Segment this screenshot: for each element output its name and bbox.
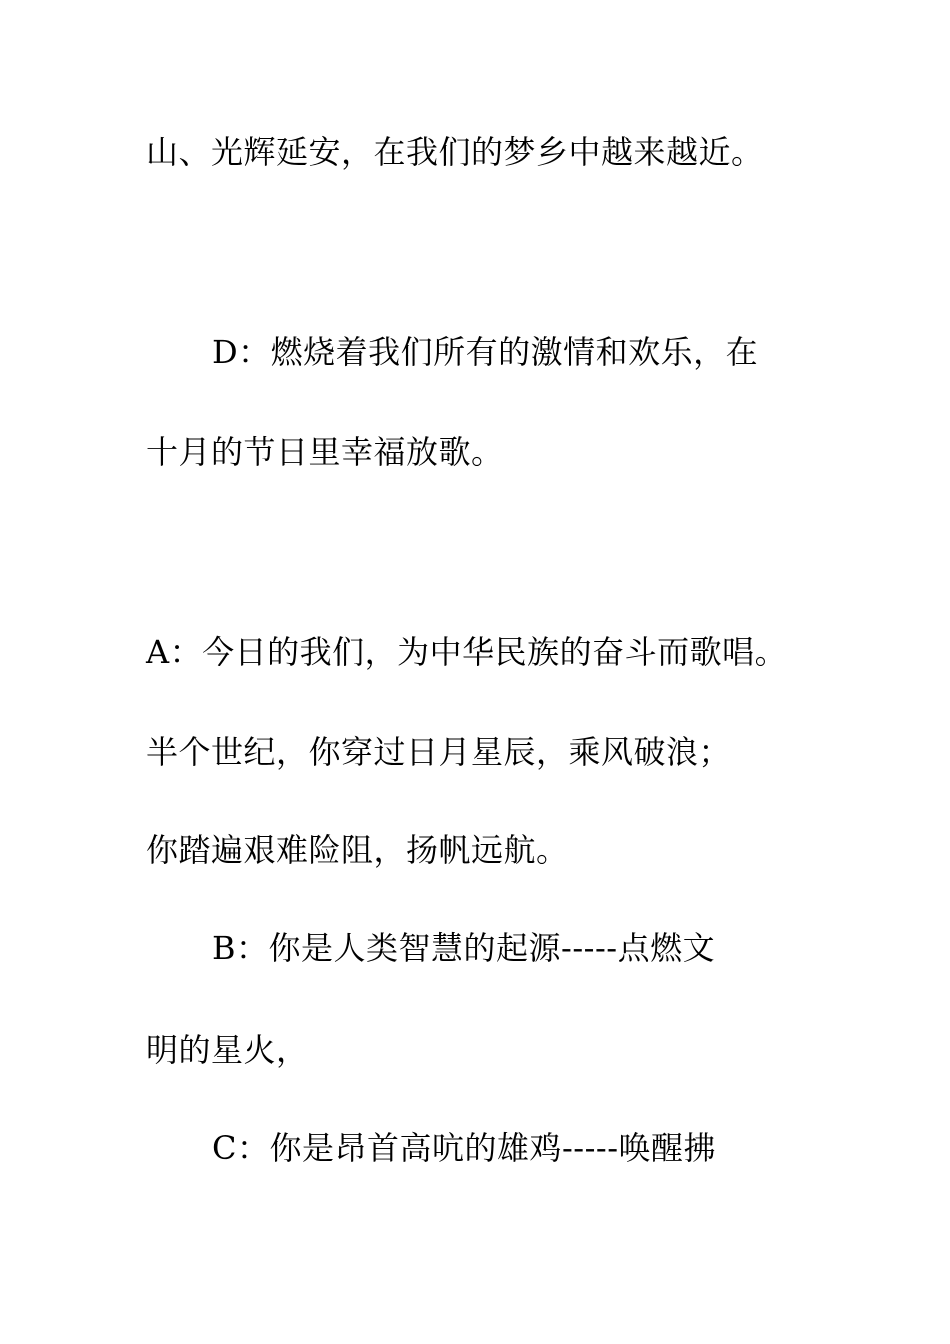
text-line-4: A：今日的我们，为中华民族的奋斗而歌唱。: [146, 633, 788, 671]
text-line-2: D：燃烧着我们所有的激情和欢乐，在: [212, 333, 759, 371]
text-line-9: C：你是昂首高吭的雄鸡-----唤醒拂: [212, 1129, 717, 1167]
text-line-3: 十月的节日里幸福放歌。: [146, 433, 504, 471]
text-line-5: 半个世纪，你穿过日月星辰，乘风破浪；: [146, 733, 732, 771]
text-line-1: 山、光辉延安，在我们的梦乡中越来越近。: [146, 133, 764, 171]
text-line-8: 明的星火，: [146, 1031, 309, 1069]
text-line-6: 你踏遍艰难险阻，扬帆远航。: [146, 831, 569, 869]
text-line-7: B：你是人类智慧的起源-----点燃文: [212, 929, 716, 967]
